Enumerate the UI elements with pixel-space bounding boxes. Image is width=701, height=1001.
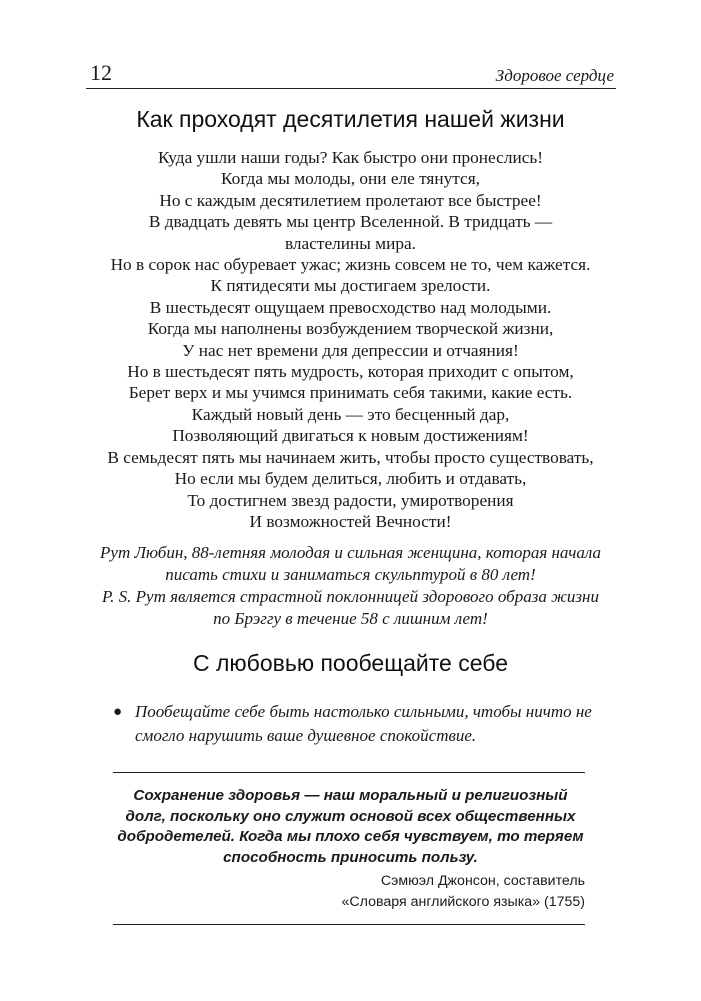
poem-line: К пятидесяти мы достигаем зрелости. <box>210 276 491 296</box>
poem-line: Но в шестьдесят пять мудрость, которая приходит с опытом, <box>127 362 574 382</box>
section-title-decades: Как проходят десятилетия нашей жизни <box>136 106 565 132</box>
quote-source <box>185 871 585 913</box>
quote-top-divider <box>113 772 585 773</box>
quote-text <box>0 786 701 868</box>
poem-line: Но с каждым десятилетием пролетают все быстрее! <box>159 190 542 210</box>
poem-line: В шестьдесят ощущаем превосходство над молодыми. <box>149 297 552 317</box>
poem-line: То достигнем звезд радости, умиротворения <box>187 490 514 510</box>
poem-line: В семьдесят пять мы начинаем жить, чтобы просто существовать, <box>107 447 594 467</box>
poem-line: И возможностей Вечности! <box>249 511 452 531</box>
page-header <box>86 58 616 89</box>
poem-line: Позволяющий двигаться к новым достижениям! <box>172 426 529 446</box>
quote-line: Сохранение здоровья — наш моральный и религиозный <box>133 787 568 804</box>
quote-line: добродетелей. Когда мы плохо себя чувствуем, то теряем <box>117 828 584 845</box>
poem <box>0 147 701 532</box>
bullet-line: Пообещайте себе быть настолько сильными, чтобы ничто не <box>135 702 592 721</box>
poem-line: У нас нет времени для депрессии и отчаяния! <box>182 340 519 360</box>
poem-line: Когда мы наполнены возбуждением творческой жизни, <box>147 319 554 339</box>
running-title: Здоровое сердце <box>495 66 614 85</box>
section-title-promise: С любовью пообещайте себе <box>193 650 508 676</box>
quote-bottom-divider <box>113 924 585 925</box>
quote-source-line: Сэмюэл Джонсон, составитель <box>380 873 585 889</box>
poem-line: Но если мы будем делиться, любить и отдавать, <box>174 469 527 489</box>
attribution-line: Рут Любин, 88-летняя молодая и сильная женщина, которая начала <box>100 543 601 562</box>
page-number: 12 <box>90 60 112 85</box>
poem-line: Куда ушли наши годы? Как быстро они пронеслись! <box>158 148 543 167</box>
quote-source-line: «Словаря английского языка» (1755) <box>341 894 585 910</box>
poem-line: властелины мира. <box>285 233 416 253</box>
attribution-line: по Брэггу в течение 58 с лишним лет! <box>213 609 488 628</box>
poem-line: Каждый новый день — это бесценный дар, <box>191 404 510 424</box>
poem-line: Когда мы молоды, они еле тянутся, <box>221 169 480 189</box>
attribution-line: писать стихи и заниматься скульптурой в 80 лет! <box>165 565 536 584</box>
bullet-icon: ● <box>113 704 123 720</box>
poem-line: В двадцать девять мы центр Вселенной. В тридцать — <box>148 212 553 232</box>
quote-line: долг, поскольку оно служит основой всех общественных <box>125 807 576 825</box>
attribution-line: P. S. Рут является страстной поклонницей здорового образа жизни <box>101 587 599 606</box>
poem-line: Но в сорок нас обуревает ужас; жизнь совсем не то, чем кажется. <box>110 255 591 275</box>
bullet-text <box>135 700 615 748</box>
poem-line: Берет верх и мы учимся принимать себя такими, какие есть. <box>128 383 573 403</box>
quote-line: способность приносить пользу. <box>223 848 478 866</box>
bullet-line: смогло нарушить ваше душевное спокойствие. <box>135 726 477 745</box>
poem-attribution <box>0 542 701 630</box>
